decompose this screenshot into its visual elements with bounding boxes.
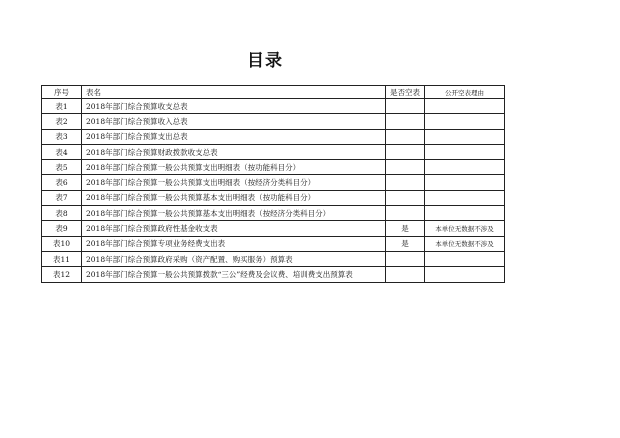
table-row [42, 160, 505, 175]
row-table-name: 2018年部门综合预算一般公共预算拨款“三公”经费及会议费、培训费支出预算表 [82, 267, 386, 282]
table-row [42, 190, 505, 205]
row-serial-number: 表6 [42, 175, 82, 190]
row-is-empty [386, 175, 425, 190]
row-table-name: 2018年部门综合预算一般公共预算基本支出明细表（按经济分类科目分） [82, 206, 386, 221]
row-is-empty [386, 267, 425, 282]
row-empty-reason [425, 129, 505, 144]
row-serial-number: 表1 [42, 99, 82, 114]
row-is-empty [386, 251, 425, 266]
row-is-empty: 是 [386, 236, 425, 251]
row-empty-reason [425, 206, 505, 221]
table-row [42, 114, 505, 129]
row-is-empty [386, 160, 425, 175]
header-serial-number: 序号 [42, 86, 82, 99]
row-serial-number: 表8 [42, 206, 82, 221]
row-empty-reason [425, 267, 505, 282]
row-serial-number: 表9 [42, 221, 82, 236]
table-body [42, 99, 505, 283]
table-row [42, 175, 505, 190]
table-row [42, 236, 505, 251]
row-is-empty [386, 114, 425, 129]
table-row [42, 251, 505, 266]
row-empty-reason [425, 251, 505, 266]
row-serial-number: 表4 [42, 144, 82, 159]
table-row [42, 221, 505, 236]
row-empty-reason [425, 190, 505, 205]
table-row [42, 129, 505, 144]
row-serial-number: 表10 [42, 236, 82, 251]
row-empty-reason: 本单位无数据不涉及 [425, 221, 505, 236]
row-table-name: 2018年部门综合预算一般公共预算基本支出明细表（按功能科目分） [82, 190, 386, 205]
row-serial-number: 表2 [42, 114, 82, 129]
row-serial-number: 表12 [42, 267, 82, 282]
header-table-name: 表名 [82, 86, 386, 99]
row-table-name: 2018年部门综合预算一般公共预算支出明细表（按经济分类科目分） [82, 175, 386, 190]
row-table-name: 2018年部门综合预算政府性基金收支表 [82, 221, 386, 236]
row-table-name: 2018年部门综合预算财政拨款收支总表 [82, 144, 386, 159]
row-table-name: 2018年部门综合预算专项业务经费支出表 [82, 236, 386, 251]
row-table-name: 2018年部门综合预算收支总表 [82, 99, 386, 114]
table-row [42, 99, 505, 114]
row-table-name: 2018年部门综合预算支出总表 [82, 129, 386, 144]
row-serial-number: 表5 [42, 160, 82, 175]
header-empty-reason: 公开空表理由 [425, 86, 505, 99]
table-row [42, 206, 505, 221]
row-serial-number: 表7 [42, 190, 82, 205]
row-empty-reason [425, 160, 505, 175]
table-header-row [42, 86, 505, 99]
row-serial-number: 表3 [42, 129, 82, 144]
row-is-empty [386, 99, 425, 114]
catalog-table [41, 85, 505, 283]
row-empty-reason [425, 175, 505, 190]
row-is-empty [386, 190, 425, 205]
row-table-name: 2018年部门综合预算收入总表 [82, 114, 386, 129]
row-is-empty [386, 129, 425, 144]
row-is-empty [386, 206, 425, 221]
header-is-empty: 是否空表 [386, 86, 425, 99]
table-row [42, 267, 505, 282]
page-title: 目录 [247, 51, 283, 71]
row-serial-number: 表11 [42, 251, 82, 266]
row-is-empty [386, 144, 425, 159]
row-empty-reason [425, 114, 505, 129]
row-empty-reason: 本单位无数据不涉及 [425, 236, 505, 251]
row-table-name: 2018年部门综合预算一般公共预算支出明细表（按功能科目分） [82, 160, 386, 175]
row-is-empty: 是 [386, 221, 425, 236]
row-table-name: 2018年部门综合预算政府采购（资产配置、购买服务）预算表 [82, 251, 386, 266]
table-row [42, 144, 505, 159]
row-empty-reason [425, 144, 505, 159]
row-empty-reason [425, 99, 505, 114]
